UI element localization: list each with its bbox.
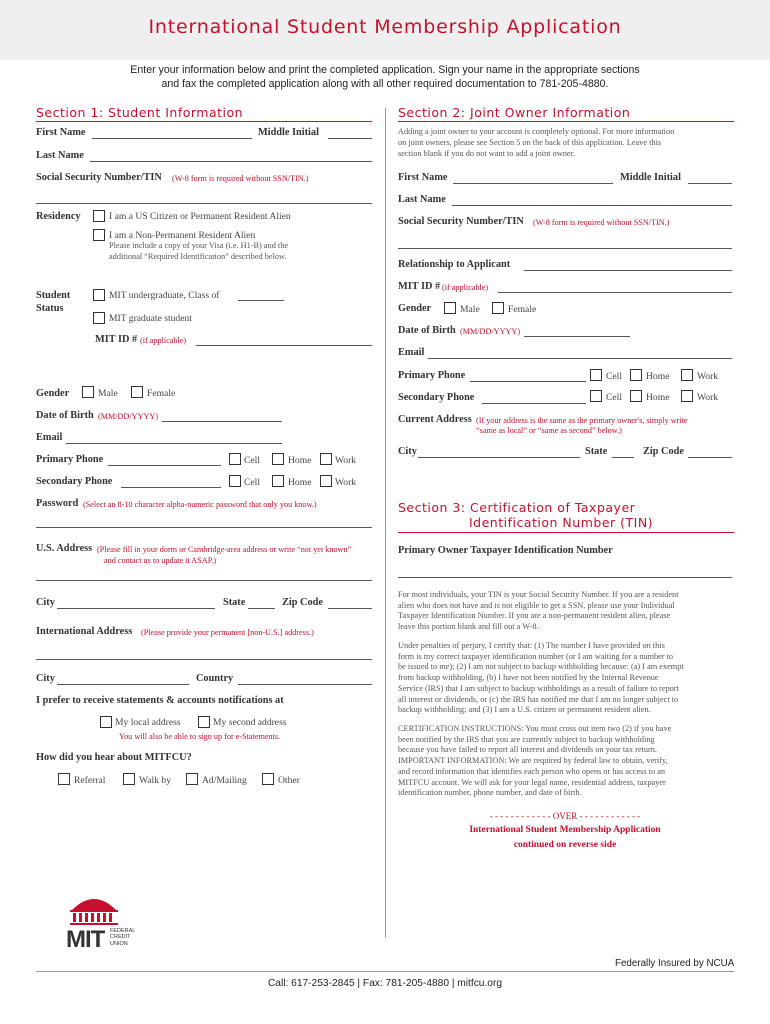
s2-primary-work-checkbox[interactable] xyxy=(681,369,693,381)
s1-state-label: State xyxy=(223,597,246,608)
s1-city-field[interactable] xyxy=(57,608,215,609)
s2-last-name-field[interactable] xyxy=(452,205,732,206)
s1-last-name-label: Last Name xyxy=(36,150,84,161)
s1-status-grad-label: MIT graduate student xyxy=(109,313,192,324)
s1-first-name-field[interactable] xyxy=(92,138,252,139)
s3-para-3-line: MITFCU account. We will ask for your legal name, residential address, taxpayer xyxy=(398,777,666,787)
s1-student-label: Student xyxy=(36,290,71,301)
s3-continued-line-2: continued on reverse side xyxy=(513,840,617,850)
s2-dob-field[interactable] xyxy=(524,336,630,337)
s1-class-of-field[interactable] xyxy=(238,300,284,301)
logo-fcu-text xyxy=(110,928,135,947)
s3-para-3-line: and record information that identifies each person who opens or has access to an xyxy=(398,766,666,776)
section1-rule xyxy=(36,121,372,122)
s2-current-address-label: Current Address xyxy=(398,414,472,425)
s2-zip-label: Zip Code xyxy=(643,446,684,457)
s3-para-2-line: backup withholding; and (3) I am a U.S. citizen or permanent resident alien. xyxy=(398,705,651,715)
s1-pref-local-checkbox[interactable] xyxy=(100,716,112,728)
s2-secondary-cell-checkbox[interactable] xyxy=(590,390,602,402)
s1-password-note: (Select an 8-10 character alpha-numeric password that only you know.) xyxy=(83,500,317,509)
s1-mit-id-label: MIT ID # xyxy=(95,334,138,345)
s3-primary-tin-label: Primary Owner Taxpayer Identification Number xyxy=(398,545,613,556)
s1-mit-id-note: (if applicable) xyxy=(140,336,187,345)
s2-state-label: State xyxy=(585,446,608,457)
section3-title-line-2: Identification Number (TIN) xyxy=(469,515,654,530)
s1-gender-female-checkbox[interactable] xyxy=(131,386,143,398)
s3-para-1-line: alien who does not have and is not eligible to get a SSN, please use your Individual xyxy=(398,600,675,610)
s3-over-marker: - - - - - - - - - - - - OVER - - - - - - - - - - - - xyxy=(489,811,641,821)
s2-primary-home-checkbox[interactable] xyxy=(630,369,642,381)
s1-ssn-note: (W-8 form is required without SSN/TIN.) xyxy=(172,174,309,183)
s1-primary-cell-checkbox[interactable] xyxy=(229,453,241,465)
s2-dob-label: Date of Birth xyxy=(398,325,456,336)
s1-residency-citizen-label: I am a US Citizen or Permanent Resident Alien xyxy=(109,211,291,222)
s1-ssn-field[interactable] xyxy=(36,203,372,204)
s3-para-2-line: all interest or dividends, or (c) the IRS has notified me that I am no longer subject to xyxy=(398,694,679,704)
s2-secondary-work-checkbox[interactable] xyxy=(681,390,693,402)
s3-para-3-line: IMPORTANT INFORMATION: We are required by federal law to obtain, verify, xyxy=(398,756,668,766)
s1-primary-work-checkbox[interactable] xyxy=(320,453,332,465)
logo-line-2: CREDIT xyxy=(110,934,131,941)
s1-hear-ad-label: Ad/Mailing xyxy=(202,775,247,786)
s2-primary-home-label: Home xyxy=(646,371,670,382)
s3-para-3-line: CERTIFICATION INSTRUCTIONS: You must cross out item two (2) if you have xyxy=(398,724,672,733)
s1-primary-home-label: Home xyxy=(288,455,312,466)
s1-primary-phone-field[interactable] xyxy=(108,465,221,466)
s1-secondary-home-label: Home xyxy=(288,477,312,488)
s1-country-field[interactable] xyxy=(238,684,372,685)
s1-gender-female-label: Female xyxy=(147,388,176,399)
s1-dob-note: (MM/DD/YYYY) xyxy=(98,412,159,421)
s1-residency-label: Residency xyxy=(36,211,81,222)
s1-hear-label: How did you hear about MITFCU? xyxy=(36,752,192,763)
s3-para-3-line: identification number, phone number, and date of birth. xyxy=(398,788,582,798)
s1-residency-nonpermanent-checkbox[interactable] xyxy=(93,229,105,241)
s1-primary-work-label: Work xyxy=(335,455,357,466)
s1-us-address-note-2: and contact us to update it ASAP.) xyxy=(104,556,217,565)
s1-middle-initial-field[interactable] xyxy=(328,138,372,139)
s1-primary-phone-label: Primary Phone xyxy=(36,454,104,465)
s2-desc-2: on joint owners, please see Section 5 on the back of this application. Leave this xyxy=(398,138,662,147)
s2-relationship-field[interactable] xyxy=(524,270,732,271)
s2-secondary-phone-field[interactable] xyxy=(482,403,586,404)
s1-secondary-phone-field[interactable] xyxy=(121,487,221,488)
s1-residency-note-1: Please include a copy of your Visa (i.e. H1-B) and the xyxy=(109,241,289,250)
s1-intl-address-label: International Address xyxy=(36,626,133,637)
s2-ssn-label: Social Security Number/TIN xyxy=(398,216,524,227)
s3-para-1-line: For most individuals, your TIN is your Social Security Number. If you are a resident xyxy=(398,590,679,599)
s2-secondary-home-checkbox[interactable] xyxy=(630,390,642,402)
s1-hear-referral-label: Referral xyxy=(74,775,106,786)
section2-rule xyxy=(398,121,734,122)
s1-email-field[interactable] xyxy=(66,443,282,444)
s1-dob-label: Date of Birth xyxy=(36,410,94,421)
s2-gender-male-checkbox[interactable] xyxy=(444,302,456,314)
s1-secondary-cell-label: Cell xyxy=(244,477,260,488)
s3-para-1-line: leave this portion blank and fill out a W-8. xyxy=(398,622,539,632)
s1-prefer-label: I prefer to receive statements & accounts notifications at xyxy=(36,695,284,706)
s2-email-field[interactable] xyxy=(428,358,732,359)
s1-state-field[interactable] xyxy=(248,608,275,609)
s1-first-name-label: First Name xyxy=(36,127,86,138)
s2-relationship-label: Relationship to Applicant xyxy=(398,259,511,270)
page-title: International Student Membership Application xyxy=(148,16,622,38)
s2-desc-3: section blank if you do not want to add a joint owner. xyxy=(398,149,575,158)
s1-intl-address-field[interactable] xyxy=(36,659,372,660)
intro-line-1: Enter your information below and print the completed application. Sign your name in the appropriate sections xyxy=(130,64,640,76)
section3-title-line-1: Section 3: Certification of Taxpayer xyxy=(398,500,636,515)
s3-para-2 xyxy=(398,641,684,716)
s2-last-name-label: Last Name xyxy=(398,194,446,205)
s2-middle-initial-field[interactable] xyxy=(688,183,732,184)
s2-mit-id-field[interactable] xyxy=(498,292,732,293)
s1-password-field[interactable] xyxy=(36,527,372,528)
logo-mit-text: MIT xyxy=(66,926,105,953)
logo-line-3: UNION xyxy=(110,940,128,947)
s1-email-label: Email xyxy=(36,432,63,443)
s1-mit-id-field[interactable] xyxy=(196,345,372,346)
s2-current-address-note-1: (If your address is the same as the primary owner's, simply write xyxy=(476,416,688,425)
s1-middle-initial-label: Middle Initial xyxy=(258,127,319,138)
s1-hear-referral-checkbox[interactable] xyxy=(58,773,70,785)
s3-para-1 xyxy=(398,590,679,633)
s2-primary-work-label: Work xyxy=(697,371,719,382)
s1-hear-walkby-checkbox[interactable] xyxy=(123,773,135,785)
s2-mit-id-label: MIT ID # xyxy=(398,281,441,292)
s2-first-name-label: First Name xyxy=(398,172,448,183)
s1-intl-address-note: (Please provide your permanent [non-U.S.] address.) xyxy=(141,628,314,637)
s1-ssn-label: Social Security Number/TIN xyxy=(36,172,162,183)
s2-primary-phone-label: Primary Phone xyxy=(398,370,466,381)
s1-status-undergrad-checkbox[interactable] xyxy=(93,289,105,301)
s3-para-3-line: been notified by the IRS that you are currently subject to backup withholding xyxy=(398,734,655,744)
s1-last-name-field[interactable] xyxy=(90,161,372,162)
s2-ssn-field[interactable] xyxy=(398,248,732,249)
s3-para-1-line: Taxpayer Identification Number. If you are a non-permanent resident alien, please xyxy=(398,611,671,621)
s1-secondary-home-checkbox[interactable] xyxy=(272,475,284,487)
s2-email-label: Email xyxy=(398,347,425,358)
section2-title: Section 2: Joint Owner Information xyxy=(398,105,631,120)
s2-secondary-work-label: Work xyxy=(697,392,719,403)
s3-para-3 xyxy=(398,724,671,799)
s3-continued-line-1: International Student Membership Application xyxy=(469,825,661,835)
s1-city-label: City xyxy=(36,597,55,608)
s1-residency-nonpermanent-label: I am a Non-Permanent Resident Alien xyxy=(109,230,256,241)
s2-first-name-field[interactable] xyxy=(453,183,613,184)
s2-zip-field[interactable] xyxy=(688,457,732,458)
column-divider xyxy=(385,108,386,938)
s2-gender-female-label: Female xyxy=(508,304,537,315)
s1-status-undergrad-label: MIT undergraduate, Class of xyxy=(109,290,220,301)
s1-pref-second-label: My second address xyxy=(213,717,287,728)
s1-secondary-phone-label: Secondary Phone xyxy=(36,476,113,487)
s1-us-address-label: U.S. Address xyxy=(36,543,93,554)
s2-secondary-home-label: Home xyxy=(646,392,670,403)
s1-residency-note-2: additional “Required Identification” described below. xyxy=(109,252,287,261)
s1-us-address-note-1: (Please fill in your dorm or Cambridge-area address or write “not yet known” xyxy=(97,545,352,554)
s2-primary-phone-field[interactable] xyxy=(470,381,586,382)
s3-para-2-line: form is my correct taxpayer identification number (or I am waiting for a number to xyxy=(398,651,674,661)
s1-pref-second-checkbox[interactable] xyxy=(198,716,210,728)
s1-country-label: Country xyxy=(196,673,234,684)
s2-secondary-cell-label: Cell xyxy=(606,392,622,403)
s2-gender-male-label: Male xyxy=(460,304,480,315)
s2-primary-cell-checkbox[interactable] xyxy=(590,369,602,381)
s3-primary-tin-field[interactable] xyxy=(398,577,732,578)
footer-contact: Call: 617-253-2845 | Fax: 781-205-4880 | mitfcu.org xyxy=(267,978,503,989)
s1-status-grad-checkbox[interactable] xyxy=(93,312,105,324)
s1-gender-male-label: Male xyxy=(98,388,118,399)
s1-password-label: Password xyxy=(36,498,79,509)
s2-secondary-phone-label: Secondary Phone xyxy=(398,392,475,403)
s1-dob-field[interactable] xyxy=(162,421,282,422)
s1-status-label: Status xyxy=(36,303,64,314)
s1-secondary-work-checkbox[interactable] xyxy=(320,475,332,487)
intro-line-2: and fax the completed application along with all other required documentation to 781-205-4880. xyxy=(161,78,609,90)
logo-line-1: FEDERAL xyxy=(110,928,136,934)
s1-primary-cell-label: Cell xyxy=(244,455,260,466)
s1-hear-ad-checkbox[interactable] xyxy=(186,773,198,785)
s1-hear-other-checkbox[interactable] xyxy=(262,773,274,785)
ncua-notice: Federally Insured by NCUA xyxy=(615,958,735,969)
s1-gender-label: Gender xyxy=(36,388,70,399)
s1-secondary-work-label: Work xyxy=(335,477,357,488)
s1-intl-city-field[interactable] xyxy=(57,684,189,685)
s1-hear-other-label: Other xyxy=(278,775,300,786)
s1-primary-home-checkbox[interactable] xyxy=(272,453,284,465)
s2-middle-initial-label: Middle Initial xyxy=(620,172,681,183)
s3-para-2-line: Under penalties of perjury, I certify that: (1) The number I have provided on this xyxy=(398,641,665,650)
s2-mit-id-note: (if applicable) xyxy=(442,283,489,292)
s1-estatement-note: You will also be able to sign up for e-Statements. xyxy=(119,732,281,741)
s1-us-address-field[interactable] xyxy=(36,580,372,581)
s3-para-2-line: from backup withholding, (b) I have not been notified by the Internal Revenue xyxy=(398,673,659,683)
s2-current-address-note-2: “same as local” or “same as second” below.) xyxy=(476,426,622,435)
s1-pref-local-label: My local address xyxy=(115,717,181,728)
s3-para-2-line: Service (IRS) that I am subject to backup withholdings as a result of failure to report xyxy=(398,683,679,693)
s2-desc-1: Adding a joint owner to your account is completely optional. For more information xyxy=(398,127,675,136)
s1-gender-male-checkbox[interactable] xyxy=(82,386,94,398)
section3-rule xyxy=(398,532,734,533)
mitfcu-logo xyxy=(66,888,156,956)
s2-city-field[interactable] xyxy=(418,457,580,458)
s2-city-label: City xyxy=(398,446,417,457)
s2-state-field[interactable] xyxy=(612,457,634,458)
s1-zip-label: Zip Code xyxy=(282,597,323,608)
s2-gender-female-checkbox[interactable] xyxy=(492,302,504,314)
s1-intl-city-label: City xyxy=(36,673,55,684)
footer-rule xyxy=(36,971,734,972)
s1-secondary-cell-checkbox[interactable] xyxy=(229,475,241,487)
s2-primary-cell-label: Cell xyxy=(606,371,622,382)
s3-para-2-line: be issued to me); (2) I am not subject to backup withholding because: (a) I am exempt xyxy=(398,662,684,672)
s3-para-3-line: because you have failed to report all interest and dividends on your tax return. xyxy=(398,745,657,755)
s2-gender-label: Gender xyxy=(398,303,432,314)
s1-hear-walkby-label: Walk by xyxy=(139,775,171,786)
s1-zip-field[interactable] xyxy=(328,608,372,609)
s2-dob-note: (MM/DD/YYYY) xyxy=(460,327,521,336)
s1-residency-citizen-checkbox[interactable] xyxy=(93,210,105,222)
section1-title: Section 1: Student Information xyxy=(36,105,244,120)
s2-ssn-note: (W-8 form is required without SSN/TIN.) xyxy=(533,218,670,227)
